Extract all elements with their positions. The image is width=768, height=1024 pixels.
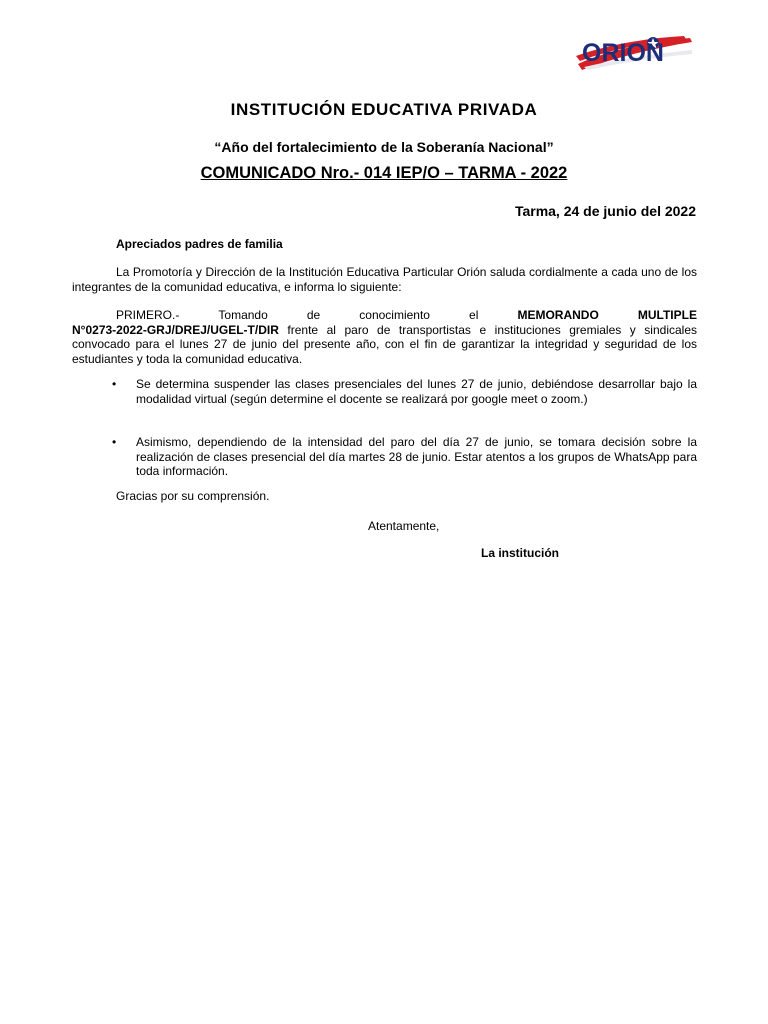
closing-line: Atentamente, <box>368 519 440 533</box>
orion-logo <box>574 34 694 72</box>
thanks-line: Gracias por su comprensión. <box>116 489 270 503</box>
memorando-bold: MEMORANDO <box>517 308 599 322</box>
intro-paragraph: La Promotoría y Dirección de la Institución Educativa Particular Orión saluda cordialmente a cada uno de los integrantes de la comunidad educativa, e informa lo siguiente: <box>72 265 697 294</box>
year-motto: “Año del fortalecimiento de la Soberanía Nacional” <box>214 139 554 155</box>
institution-title: INSTITUCIÓN EDUCATIVA PRIVADA <box>230 100 538 119</box>
primero-first-line <box>72 308 697 323</box>
bullet-item <box>112 377 697 406</box>
primero-continuation <box>72 323 697 367</box>
logo-wordmark: ORION <box>582 39 664 67</box>
bullet-item <box>112 435 697 479</box>
primero-word: PRIMERO.- <box>116 308 180 322</box>
primero-word: conocimiento <box>359 308 430 322</box>
memorando-number: N°0273-2022-GRJ/DREJ/UGEL-T/DIR <box>72 322 279 337</box>
bullet-dot-icon: • <box>112 435 117 449</box>
primero-rest: frente al paro de transportistas e instituciones gremiales y sindicales convocado para el lunes 27 de junio del presente año, con el fin de garantizar la integridad y seguridad de los estudiantes y toda la comunidad educativa. <box>72 322 697 366</box>
signature-line: La institución <box>481 546 559 560</box>
multiple-bold: MULTIPLE <box>637 308 697 322</box>
bullet-text: Asimismo, dependiendo de la intensidad del paro del día 27 de junio, se tomara decisión sobre la realización de clases presencial del día martes 28 de junio. Estar atentos a los grupos de WhatsApp para toda información. <box>136 435 697 478</box>
date-line: Tarma, 24 de junio del 2022 <box>514 203 696 219</box>
primero-word: Tomando <box>218 308 268 322</box>
bullet-text: Se determina suspender las clases presenciales del lunes 27 de junio, debiéndose desarrollar bajo la modalidad virtual (según determine el docente se realizará por google meet o zoom.) <box>136 377 697 406</box>
primero-word: el <box>469 308 479 322</box>
primero-word: de <box>306 308 321 322</box>
greeting: Apreciados padres de familia <box>116 237 283 251</box>
comunicado-heading: COMUNICADO Nro.- 014 IEP/O – TARMA - 2022 <box>200 164 568 182</box>
bullet-dot-icon: • <box>112 377 117 391</box>
primero-paragraph <box>72 308 697 366</box>
